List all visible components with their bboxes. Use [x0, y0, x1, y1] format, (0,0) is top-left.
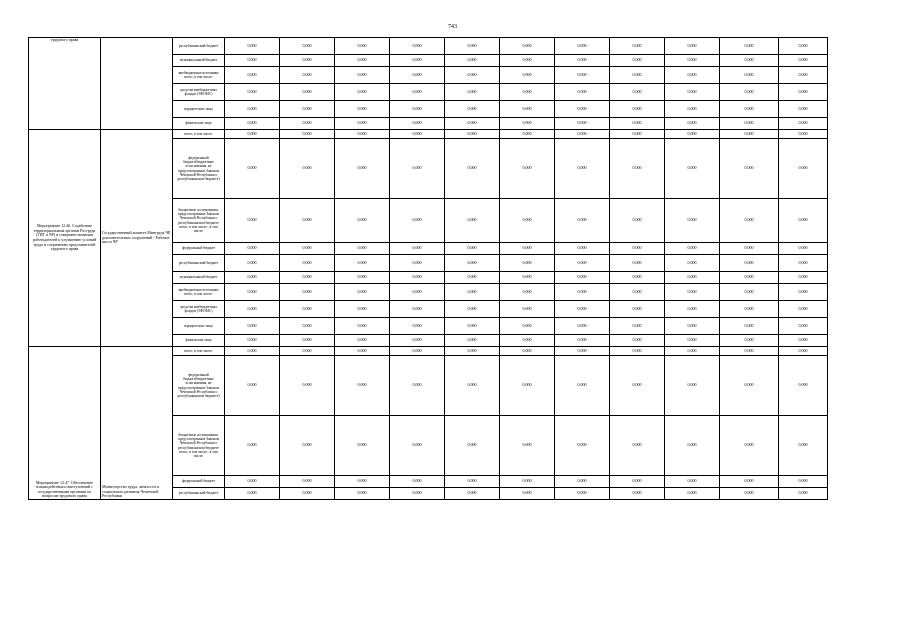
value-cell: 0,000 [335, 476, 390, 488]
value-cell: 0,000 [610, 488, 665, 500]
value-cell: 0,000 [335, 416, 390, 476]
value-cell: 0,000 [779, 67, 828, 84]
value-cell: 0,000 [390, 55, 445, 67]
value-cell: 0,000 [610, 416, 665, 476]
value-cell: 0,000 [390, 84, 445, 101]
value-cell: 0,000 [779, 118, 828, 130]
value-cell: 0,000 [390, 243, 445, 255]
value-cell: 0,000 [720, 255, 779, 272]
funding-source-cell: федеральный бюджет(бюджетные ассигнования, не предусмотренные Законом Чеченской Республики о республиканском бюджете) [173, 356, 225, 416]
value-cell: 0,000 [500, 284, 555, 301]
value-cell: 0,000 [720, 101, 779, 118]
value-cell: 0,000 [335, 255, 390, 272]
value-cell: 0,000 [500, 130, 555, 139]
funding-source-cell: бюджетные ассигнования, предусмотренные Законом Чеченской Республики о республиканском бюджете всего, в том числе:, в том числе: [173, 199, 225, 243]
value-cell: 0,000 [665, 67, 720, 84]
value-cell: 0,000 [610, 318, 665, 335]
value-cell: 0,000 [720, 118, 779, 130]
value-cell: 0,000 [225, 347, 280, 356]
value-cell: 0,000 [665, 347, 720, 356]
value-cell: 0,000 [555, 130, 610, 139]
value-cell: 0,000 [280, 255, 335, 272]
funding-source-cell: средства внебюджетных фондов (ТФОМС) [173, 301, 225, 318]
value-cell: 0,000 [225, 101, 280, 118]
value-cell: 0,000 [335, 130, 390, 139]
value-cell: 0,000 [335, 67, 390, 84]
value-cell: 0,000 [225, 356, 280, 416]
value-cell: 0,000 [610, 356, 665, 416]
value-cell: 0,000 [500, 38, 555, 55]
value-cell: 0,000 [555, 476, 610, 488]
value-cell: 0,000 [390, 301, 445, 318]
value-cell: 0,000 [280, 38, 335, 55]
value-cell: 0,000 [610, 38, 665, 55]
value-cell: 0,000 [445, 55, 500, 67]
value-cell: 0,000 [665, 243, 720, 255]
value-cell: 0,000 [500, 118, 555, 130]
value-cell: 0,000 [555, 347, 610, 356]
value-cell: 0,000 [445, 301, 500, 318]
value-cell: 0,000 [280, 416, 335, 476]
funding-source-cell: средства внебюджетных фондов (ТФОМС) [173, 84, 225, 101]
value-cell: 0,000 [225, 272, 280, 284]
value-cell: 0,000 [280, 318, 335, 335]
value-cell: 0,000 [280, 284, 335, 301]
value-cell: 0,000 [720, 67, 779, 84]
value-cell: 0,000 [280, 67, 335, 84]
value-cell: 0,000 [225, 199, 280, 243]
funding-source-cell: республиканский бюджет [173, 38, 225, 55]
value-cell: 0,000 [225, 84, 280, 101]
value-cell: 0,000 [665, 199, 720, 243]
value-cell: 0,000 [665, 255, 720, 272]
value-cell: 0,000 [720, 335, 779, 347]
value-cell: 0,000 [500, 139, 555, 199]
value-cell: 0,000 [500, 67, 555, 84]
value-cell: 0,000 [445, 101, 500, 118]
value-cell: 0,000 [280, 347, 335, 356]
value-cell: 0,000 [720, 199, 779, 243]
value-cell: 0,000 [280, 101, 335, 118]
value-cell: 0,000 [280, 488, 335, 500]
value-cell: 0,000 [555, 139, 610, 199]
value-cell: 0,000 [445, 272, 500, 284]
value-cell: 0,000 [280, 55, 335, 67]
funding-source-cell: физические лица [173, 118, 225, 130]
value-cell: 0,000 [779, 416, 828, 476]
value-cell: 0,000 [555, 199, 610, 243]
value-cell: 0,000 [665, 356, 720, 416]
value-cell: 0,000 [335, 347, 390, 356]
value-cell: 0,000 [280, 476, 335, 488]
value-cell: 0,000 [335, 318, 390, 335]
table-row [29, 38, 828, 55]
funding-source-cell: федеральный бюджет [173, 243, 225, 255]
value-cell: 0,000 [665, 272, 720, 284]
value-cell: 0,000 [665, 130, 720, 139]
value-cell: 0,000 [720, 356, 779, 416]
value-cell: 0,000 [280, 301, 335, 318]
value-cell: 0,000 [665, 318, 720, 335]
value-cell: 0,000 [555, 55, 610, 67]
value-cell: 0,000 [555, 318, 610, 335]
value-cell: 0,000 [720, 139, 779, 199]
value-cell: 0,000 [225, 284, 280, 301]
value-cell: 0,000 [665, 488, 720, 500]
value-cell: 0,000 [555, 488, 610, 500]
value-cell: 0,000 [225, 255, 280, 272]
funding-source-cell: федеральный бюджет(бюджетные ассигнования, не предусмотренные Законом Чеченской Республики о республиканском бюджете) [173, 139, 225, 199]
value-cell: 0,000 [555, 101, 610, 118]
value-cell: 0,000 [390, 335, 445, 347]
executor-cell [101, 38, 173, 130]
value-cell: 0,000 [720, 488, 779, 500]
value-cell: 0,000 [225, 243, 280, 255]
value-cell: 0,000 [335, 118, 390, 130]
value-cell: 0,000 [335, 84, 390, 101]
value-cell: 0,000 [610, 67, 665, 84]
value-cell: 0,000 [665, 335, 720, 347]
value-cell: 0,000 [335, 272, 390, 284]
funding-source-cell: всего, в том числе: [173, 130, 225, 139]
value-cell: 0,000 [500, 416, 555, 476]
value-cell: 0,000 [720, 318, 779, 335]
table-row [29, 347, 828, 356]
funding-source-cell: всего, в том числе: [173, 347, 225, 356]
budget-table [28, 37, 828, 500]
value-cell: 0,000 [779, 284, 828, 301]
value-cell: 0,000 [445, 347, 500, 356]
value-cell: 0,000 [390, 272, 445, 284]
value-cell: 0,000 [445, 139, 500, 199]
value-cell: 0,000 [390, 101, 445, 118]
value-cell: 0,000 [779, 301, 828, 318]
value-cell: 0,000 [779, 101, 828, 118]
value-cell: 0,000 [610, 130, 665, 139]
value-cell: 0,000 [445, 416, 500, 476]
value-cell: 0,000 [225, 139, 280, 199]
value-cell: 0,000 [390, 318, 445, 335]
value-cell: 0,000 [335, 199, 390, 243]
value-cell: 0,000 [779, 139, 828, 199]
value-cell: 0,000 [500, 335, 555, 347]
value-cell: 0,000 [555, 416, 610, 476]
funding-source-cell: республиканский бюджет [173, 255, 225, 272]
value-cell: 0,000 [779, 356, 828, 416]
value-cell: 0,000 [445, 84, 500, 101]
value-cell: 0,000 [335, 243, 390, 255]
value-cell: 0,000 [720, 416, 779, 476]
activity-name-cell: Мероприятие 12.46. Содействие территориальным органам Росгруда (ГИТ в ЧР) в совершенствовании работодателей к улучшению условий труда и сохранению представителей трудового права [29, 130, 101, 347]
value-cell: 0,000 [500, 199, 555, 243]
value-cell: 0,000 [665, 139, 720, 199]
value-cell: 0,000 [280, 118, 335, 130]
value-cell: 0,000 [445, 199, 500, 243]
value-cell: 0,000 [665, 55, 720, 67]
value-cell: 0,000 [225, 318, 280, 335]
table-row [29, 130, 828, 139]
value-cell: 0,000 [390, 476, 445, 488]
value-cell: 0,000 [445, 476, 500, 488]
value-cell: 0,000 [720, 272, 779, 284]
value-cell: 0,000 [555, 67, 610, 84]
value-cell: 0,000 [720, 243, 779, 255]
executor-cell: Министерство труда, занятости и социального развития Чеченской Республики [101, 347, 173, 500]
value-cell: 0,000 [335, 139, 390, 199]
value-cell: 0,000 [445, 488, 500, 500]
value-cell: 0,000 [390, 347, 445, 356]
value-cell: 0,000 [280, 272, 335, 284]
value-cell: 0,000 [779, 272, 828, 284]
value-cell: 0,000 [665, 101, 720, 118]
value-cell: 0,000 [720, 347, 779, 356]
funding-source-cell: муниципальный бюджет [173, 55, 225, 67]
value-cell: 0,000 [390, 139, 445, 199]
value-cell: 0,000 [555, 301, 610, 318]
value-cell: 0,000 [390, 199, 445, 243]
value-cell: 0,000 [445, 130, 500, 139]
value-cell: 0,000 [225, 335, 280, 347]
value-cell: 0,000 [225, 118, 280, 130]
value-cell: 0,000 [445, 67, 500, 84]
value-cell: 0,000 [225, 416, 280, 476]
executor-cell: Государственный комитет Минтруда ЧР, дополнительных сооружений - Рабочие места ЧР [101, 130, 173, 347]
value-cell: 0,000 [500, 356, 555, 416]
funding-source-cell: физические лица [173, 335, 225, 347]
value-cell: 0,000 [779, 255, 828, 272]
value-cell: 0,000 [280, 356, 335, 416]
funding-source-cell: республиканский бюджет [173, 488, 225, 500]
value-cell: 0,000 [335, 301, 390, 318]
value-cell: 0,000 [335, 488, 390, 500]
value-cell: 0,000 [335, 335, 390, 347]
value-cell: 0,000 [500, 101, 555, 118]
value-cell: 0,000 [225, 38, 280, 55]
value-cell: 0,000 [665, 476, 720, 488]
funding-source-cell: муниципальный бюджет [173, 272, 225, 284]
funding-source-cell: бюджетные ассигнования, предусмотренные Законом Чеченской Республики о республиканском бюджете всего, в том числе:, в том числе: [173, 416, 225, 476]
value-cell: 0,000 [500, 347, 555, 356]
value-cell: 0,000 [335, 101, 390, 118]
value-cell: 0,000 [445, 356, 500, 416]
value-cell: 0,000 [779, 347, 828, 356]
value-cell: 0,000 [610, 118, 665, 130]
value-cell: 0,000 [280, 199, 335, 243]
value-cell: 0,000 [445, 38, 500, 55]
value-cell: 0,000 [500, 318, 555, 335]
value-cell: 0,000 [665, 301, 720, 318]
value-cell: 0,000 [610, 199, 665, 243]
value-cell: 0,000 [720, 38, 779, 55]
value-cell: 0,000 [390, 255, 445, 272]
value-cell: 0,000 [665, 118, 720, 130]
value-cell: 0,000 [280, 139, 335, 199]
value-cell: 0,000 [225, 301, 280, 318]
value-cell: 0,000 [779, 84, 828, 101]
value-cell: 0,000 [555, 84, 610, 101]
value-cell: 0,000 [500, 84, 555, 101]
value-cell: 0,000 [390, 356, 445, 416]
value-cell: 0,000 [445, 118, 500, 130]
value-cell: 0,000 [555, 255, 610, 272]
value-cell: 0,000 [665, 416, 720, 476]
value-cell: 0,000 [610, 101, 665, 118]
value-cell: 0,000 [610, 55, 665, 67]
value-cell: 0,000 [720, 84, 779, 101]
value-cell: 0,000 [555, 272, 610, 284]
value-cell: 0,000 [610, 347, 665, 356]
value-cell: 0,000 [390, 488, 445, 500]
activity-name-cell: трудового права [29, 38, 101, 130]
value-cell: 0,000 [225, 55, 280, 67]
value-cell: 0,000 [779, 476, 828, 488]
value-cell: 0,000 [555, 118, 610, 130]
value-cell: 0,000 [335, 38, 390, 55]
value-cell: 0,000 [500, 476, 555, 488]
value-cell: 0,000 [390, 416, 445, 476]
value-cell: 0,000 [610, 284, 665, 301]
value-cell: 0,000 [280, 130, 335, 139]
value-cell: 0,000 [280, 243, 335, 255]
funding-source-cell: внебюджетные источники всего, в том числе: [173, 284, 225, 301]
value-cell: 0,000 [280, 84, 335, 101]
value-cell: 0,000 [610, 139, 665, 199]
value-cell: 0,000 [555, 243, 610, 255]
value-cell: 0,000 [555, 284, 610, 301]
value-cell: 0,000 [390, 130, 445, 139]
value-cell: 0,000 [225, 130, 280, 139]
activity-name-cell: Мероприятие 12.47. Обеспечение взаимодействия и выступлений с государственными органами по вопросам трудового права [29, 347, 101, 500]
value-cell: 0,000 [500, 488, 555, 500]
value-cell: 0,000 [779, 335, 828, 347]
value-cell: 0,000 [610, 272, 665, 284]
value-cell: 0,000 [555, 356, 610, 416]
value-cell: 0,000 [390, 284, 445, 301]
value-cell: 0,000 [500, 301, 555, 318]
value-cell: 0,000 [500, 255, 555, 272]
value-cell: 0,000 [779, 38, 828, 55]
value-cell: 0,000 [720, 476, 779, 488]
value-cell: 0,000 [610, 84, 665, 101]
value-cell: 0,000 [335, 284, 390, 301]
value-cell: 0,000 [390, 67, 445, 84]
value-cell: 0,000 [720, 130, 779, 139]
value-cell: 0,000 [500, 243, 555, 255]
value-cell: 0,000 [445, 335, 500, 347]
value-cell: 0,000 [720, 55, 779, 67]
value-cell: 0,000 [665, 284, 720, 301]
value-cell: 0,000 [665, 84, 720, 101]
value-cell: 0,000 [665, 38, 720, 55]
value-cell: 0,000 [445, 318, 500, 335]
value-cell: 0,000 [610, 243, 665, 255]
value-cell: 0,000 [555, 335, 610, 347]
funding-source-cell: юридические лица [173, 318, 225, 335]
value-cell: 0,000 [610, 335, 665, 347]
value-cell: 0,000 [390, 118, 445, 130]
value-cell: 0,000 [610, 255, 665, 272]
value-cell: 0,000 [720, 301, 779, 318]
value-cell: 0,000 [225, 67, 280, 84]
value-cell: 0,000 [779, 243, 828, 255]
value-cell: 0,000 [225, 488, 280, 500]
value-cell: 0,000 [779, 55, 828, 67]
page-number: 743 [448, 24, 457, 30]
value-cell: 0,000 [610, 476, 665, 488]
funding-source-cell: федеральный бюджет [173, 476, 225, 488]
funding-source-cell: юридические лица [173, 101, 225, 118]
value-cell: 0,000 [500, 272, 555, 284]
value-cell: 0,000 [500, 55, 555, 67]
value-cell: 0,000 [779, 199, 828, 243]
value-cell: 0,000 [445, 243, 500, 255]
value-cell: 0,000 [335, 356, 390, 416]
value-cell: 0,000 [335, 55, 390, 67]
value-cell: 0,000 [555, 38, 610, 55]
value-cell: 0,000 [390, 38, 445, 55]
value-cell: 0,000 [225, 476, 280, 488]
value-cell: 0,000 [445, 284, 500, 301]
value-cell: 0,000 [779, 130, 828, 139]
value-cell: 0,000 [280, 335, 335, 347]
value-cell: 0,000 [779, 488, 828, 500]
value-cell: 0,000 [445, 255, 500, 272]
funding-source-cell: внебюджетные источники всего, в том числе: [173, 67, 225, 84]
value-cell: 0,000 [610, 301, 665, 318]
value-cell: 0,000 [720, 284, 779, 301]
value-cell: 0,000 [779, 318, 828, 335]
